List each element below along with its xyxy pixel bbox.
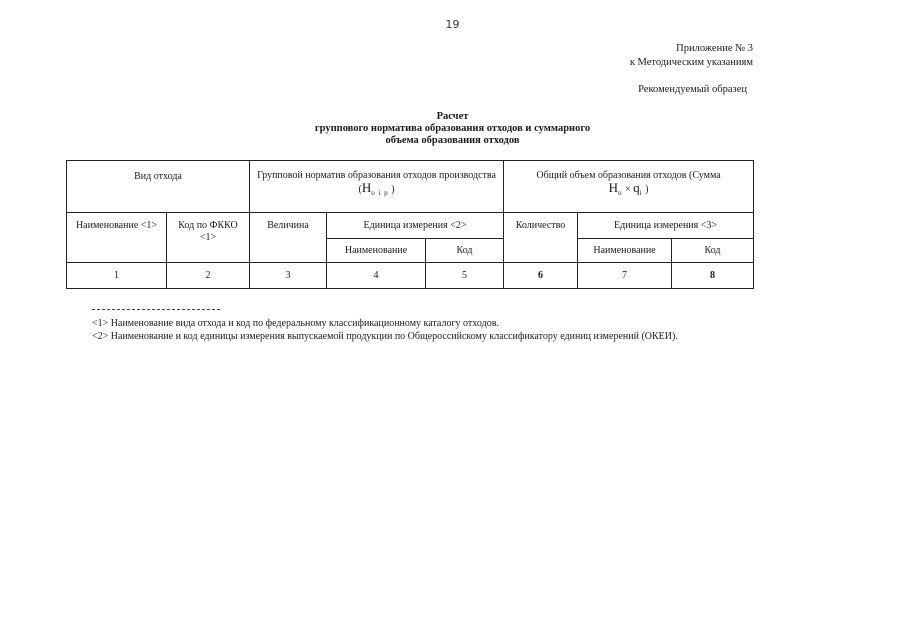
header-waste-type <box>67 161 250 213</box>
sample-label: Рекомендуемый образец <box>638 84 747 95</box>
formula-subscript-i: i <box>639 189 643 197</box>
col-header-unit-2-name: Наименование <box>327 239 426 263</box>
col-header-name: Наименование <1> <box>67 213 167 263</box>
appendix-line2: к Методическим указаниям <box>629 57 753 68</box>
footnote-separator <box>92 309 220 310</box>
formula-close-paren: ) <box>391 184 395 195</box>
formula-symbol-q: q <box>633 180 640 195</box>
col-header-unit-2: Единица измерения <2> <box>327 213 504 239</box>
calculation-table <box>66 160 754 289</box>
document-title <box>0 111 905 147</box>
formula-symbol-h: H <box>608 180 619 195</box>
formula-subscript-oip: o i p <box>371 189 389 197</box>
col-header-fkko: Код по ФККО <1> <box>167 213 250 263</box>
col-header-value: Величина <box>250 213 327 263</box>
appendix-line1: Приложение № 3 <box>676 43 753 54</box>
col-header-quantity: Количество <box>504 213 578 263</box>
title-line1: Расчет <box>436 111 469 122</box>
col-header-unit-3-code: Код <box>672 239 754 263</box>
column-number: 7 <box>578 263 672 289</box>
header-total-volume <box>504 161 754 213</box>
total-formula <box>506 182 751 199</box>
column-number: 1 <box>67 263 167 289</box>
column-number: 3 <box>250 263 327 289</box>
formula-times: × <box>625 184 631 195</box>
formula-symbol-h: H <box>361 180 372 195</box>
title-line3: объема образования отходов <box>385 135 520 146</box>
col-header-unit-2-code: Код <box>426 239 504 263</box>
footnotes <box>92 317 678 343</box>
footnote-2: <2> Наименование и код единицы измерения выпускаемой продукции по Общероссийскому классификатору единиц измерений (ОКЕИ). <box>92 331 678 342</box>
title-line2: группового норматива образования отходов и суммарного <box>314 123 591 134</box>
formula-close-paren: ) <box>645 184 649 195</box>
header-group-norm-text: Групповой норматив образования отходов производства ( <box>257 170 496 195</box>
footnote-1: <1> Наименование вида отхода и код по федеральному классификационному каталогу отходов. <box>92 318 499 329</box>
page-number: 19 <box>445 18 460 31</box>
column-number-row <box>67 263 754 289</box>
header-group-norm <box>250 161 504 213</box>
header-total-volume-text: Общий объем образования отходов (Сумма <box>536 170 721 181</box>
col-header-unit-3: Единица измерения <3> <box>578 213 754 239</box>
appendix-header <box>630 42 753 70</box>
column-number: 8 <box>672 263 754 289</box>
column-number: 6 <box>504 263 578 289</box>
column-number: 2 <box>167 263 250 289</box>
column-number: 4 <box>327 263 426 289</box>
column-number: 5 <box>426 263 504 289</box>
col-header-unit-3-name: Наименование <box>578 239 672 263</box>
formula-subscript-o: o <box>618 189 623 197</box>
header-waste-type-text: Вид отхода <box>134 171 182 182</box>
